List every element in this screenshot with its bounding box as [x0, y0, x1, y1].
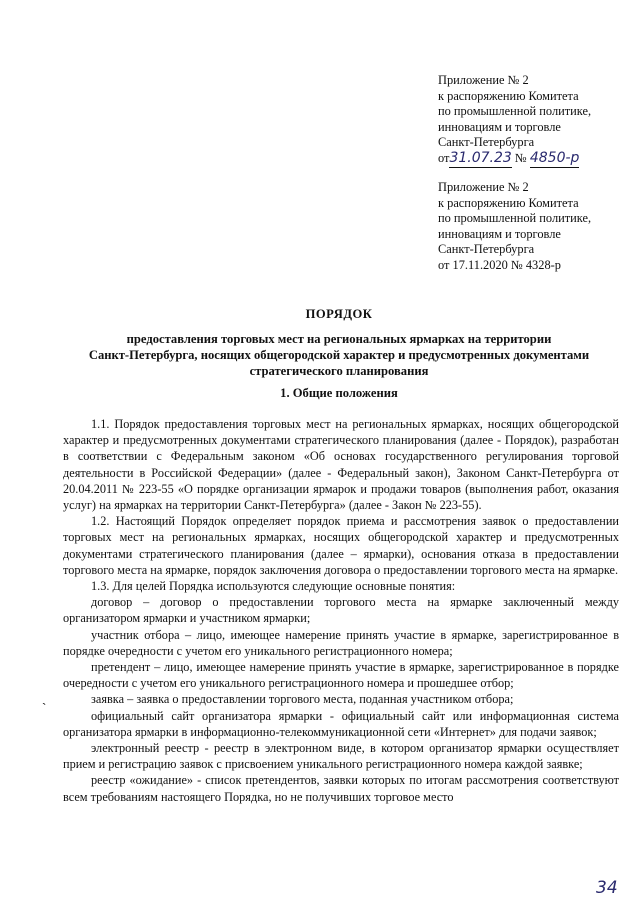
paragraph: договор – договор о предоставлении торгового места на ярмарке заключенный между организатором ярмарки и участником ярмарки;	[63, 595, 619, 626]
appendix-line: по промышленной политике,	[438, 104, 592, 119]
title-subtitle: предоставления торговых мест на региональных ярмарках на территории	[126, 332, 552, 346]
paragraph: электронный реестр - реестр в электронном виде, в котором организатор ярмарки осуществляет прием и регистрацию заявок с присвоением уникального регистрационного номера каждой заявке;	[63, 741, 619, 772]
paragraph: 1.1. Порядок предоставления торговых мест на региональных ярмарках, носящих общегородской характер и предусмотренных документами стратегического планирования (далее - Порядок), разработан в соответствии с Федеральным законом «Об основах государственного регулирования торговой деятельности в Российской Федерации» (далее - Федеральный закон), Законом Санкт-Петербурга от 20.04.2011 № 223-55 «О порядке организации ярмарок и продажи товаров (выполнения работ, оказания услуг) на ярмарках на территории Санкт-Петербурга» (далее - Закон № 223-55).	[63, 417, 619, 513]
paragraph: заявка – заявка о предоставлении торгового места, поданная участником отбора;	[91, 692, 514, 707]
appendix-line: инновациям и торговле	[438, 226, 561, 241]
paragraph: 1.2. Настоящий Порядок определяет порядок приема и рассмотрения заявок о предоставлении торговых мест на региональных ярмарках, носящих общегородской характер и предусмотренных документами стратегического планирования (далее – ярмарки), основания отказа в предоставлении торгового места на ярмарке, порядок заключения договора о предоставлении торгового места на ярмарке.	[63, 514, 619, 577]
handwritten-number: 4850-р	[529, 149, 580, 166]
appendix-line: от 17.11.2020 № 4328-р	[438, 257, 561, 272]
title-subtitle: Санкт-Петербурга, носящих общегородской характер и предусмотренных документами	[88, 348, 590, 362]
scan-speck: `	[42, 700, 47, 715]
document-title	[60, 306, 618, 379]
title-main: ПОРЯДОК	[305, 307, 373, 321]
paragraph: участник отбора – лицо, имеющее намерение принять участие в ярмарке, зарегистрированное в порядке очередности с учетом его уникального регистрационного номера;	[63, 627, 619, 658]
appendix-line: Санкт-Петербурга	[438, 242, 535, 257]
paragraph: претендент – лицо, имеющее намерение принять участие в ярмарке, зарегистрированное в порядке очередности с учетом его уникального регистрационного номера и прошедшее отбор;	[63, 660, 619, 691]
paragraph: реестр «ожидание» - список претендентов, заявки которых по итогам рассмотрения соответствуют всем требованиям настоящего Порядка, но не получивших торговое место	[63, 773, 619, 804]
appendix-block-old	[438, 180, 638, 274]
number-prefix: №	[514, 150, 527, 165]
section-heading: 1. Общие положения	[280, 386, 398, 400]
title-subtitle: стратегического планирования	[249, 364, 429, 378]
appendix-line: по промышленной политике,	[438, 211, 592, 226]
appendix-line: Приложение № 2	[438, 73, 529, 87]
appendix-line: к распоряжению Комитета	[438, 88, 579, 103]
page-number: 34	[596, 878, 618, 898]
body-text	[63, 416, 619, 805]
appendix-line: Приложение № 2	[438, 180, 529, 194]
appendix-block-new	[438, 73, 638, 168]
date-prefix: от	[438, 150, 450, 165]
appendix-line: к распоряжению Комитета	[438, 195, 579, 210]
handwritten-date: 31.07.23	[449, 149, 512, 166]
paragraph: официальный сайт организатора ярмарки - официальный сайт или информационная система организатора ярмарки в информационно-телекоммуникационной сети «Интернет» для подачи заявок;	[63, 708, 619, 739]
paragraph: 1.3. Для целей Порядка используются следующие основные понятия:	[91, 579, 456, 594]
appendix-line: инновациям и торговле	[438, 119, 561, 134]
appendix-date-line	[438, 151, 638, 168]
appendix-line: Санкт-Петербурга	[438, 135, 535, 150]
